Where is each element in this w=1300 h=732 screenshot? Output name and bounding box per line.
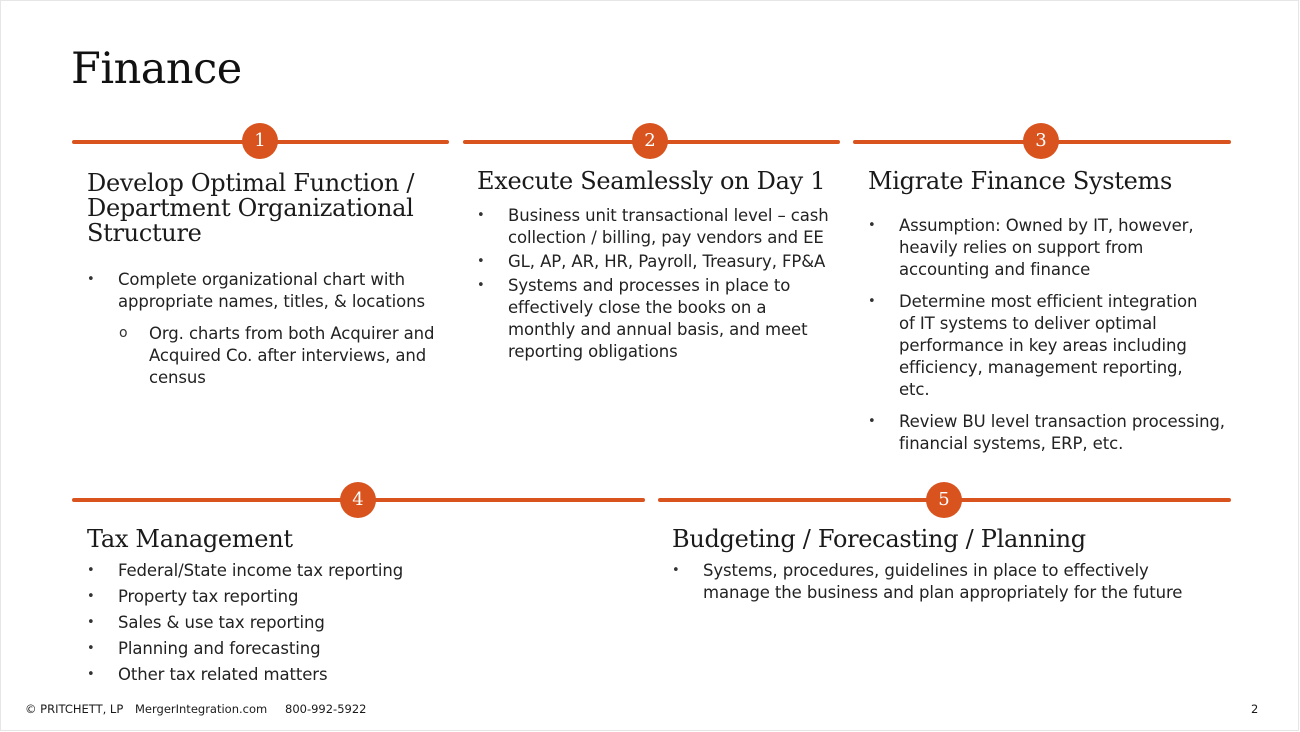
section-5: [672, 527, 1227, 604]
list-item: • Business unit transactional level – cash collection / billing, pay vendors and EE: [477, 205, 832, 249]
section-3-bullets: [868, 215, 1234, 455]
list-item: • GL, AP, AR, HR, Payroll, Treasury, FP&A: [477, 251, 832, 273]
page-number: 2: [1251, 702, 1259, 716]
section-4-bullets: [87, 560, 627, 686]
section-2-bullets: [477, 205, 832, 363]
list-item: • Determine most efficient integration of IT systems to deliver optimal performance in key areas including efficiency, management reporting, etc.: [868, 291, 1199, 401]
section-1-bullets: [87, 269, 447, 389]
section-1-heading: Develop Optimal Function / Department Organizational Structure: [87, 169, 415, 247]
section-1-number-badge: 1: [242, 123, 278, 159]
section-2-number-badge: 2: [632, 123, 668, 159]
list-item: • Systems, procedures, guidelines in place to effectively manage the business and plan appropriately for the future: [672, 560, 1193, 604]
section-5-bullets: [672, 560, 1227, 604]
section-3-number-badge: 3: [1023, 123, 1059, 159]
section-3-heading: Migrate Finance Systems: [868, 167, 1173, 195]
section-4-number-badge: 4: [340, 482, 376, 518]
list-item: • Other tax related matters: [87, 664, 627, 686]
section-2: [477, 169, 832, 363]
section-4: [87, 527, 627, 686]
section-4-heading: Tax Management: [87, 525, 293, 553]
footer-website: MergerIntegration.com: [135, 702, 268, 716]
section-3: [868, 169, 1234, 455]
list-sub-item: o Org. charts from both Acquirer and Acquired Co. after interviews, and census: [87, 323, 447, 389]
section-5-heading: Budgeting / Forecasting / Planning: [672, 525, 1086, 553]
list-item: • Federal/State income tax reporting: [87, 560, 627, 582]
footer-phone: 800-992-5922: [285, 702, 367, 716]
list-item: • Assumption: Owned by IT, however, heavily relies on support from accounting and finance: [868, 215, 1234, 281]
list-item: • Sales & use tax reporting: [87, 612, 627, 634]
page-title: Finance: [71, 44, 242, 94]
list-item: • Systems and processes in place to effectively close the books on a monthly and annual basis, and meet reporting obligations: [477, 275, 832, 363]
list-item: • Planning and forecasting: [87, 638, 627, 660]
footer-copyright: © PRITCHETT, LP: [25, 702, 124, 716]
list-item: • Complete organizational chart with appropriate names, titles, & locations: [87, 269, 447, 313]
section-5-number-badge: 5: [926, 482, 962, 518]
section-1: [87, 171, 447, 389]
list-item: • Review BU level transaction processing, financial systems, ERP, etc.: [868, 411, 1234, 455]
section-2-heading: Execute Seamlessly on Day 1: [477, 167, 826, 195]
list-item: • Property tax reporting: [87, 586, 627, 608]
